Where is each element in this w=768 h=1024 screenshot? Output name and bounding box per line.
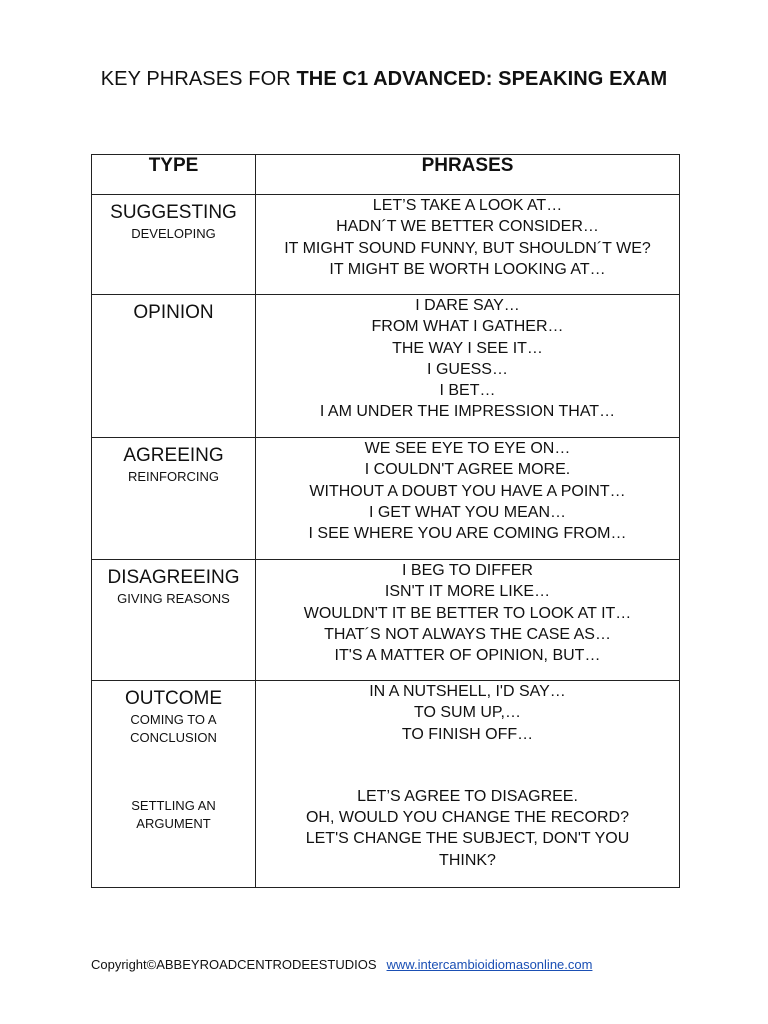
phrases-cell bbox=[256, 438, 680, 560]
phrase: IN A NUTSHELL, I'D SAY… bbox=[369, 683, 566, 700]
header-phrases: PHRASES bbox=[256, 155, 680, 195]
phrase: OH, WOULD YOU CHANGE THE RECORD? bbox=[305, 809, 629, 827]
phrase: TO SUM UP,… bbox=[414, 704, 521, 722]
phrase: I GET WHAT YOU MEAN… bbox=[368, 503, 567, 521]
footer bbox=[91, 957, 592, 972]
table-row bbox=[92, 438, 680, 560]
phrase: THAT´S NOT ALWAYS THE CASE AS… bbox=[324, 625, 611, 643]
phrase: I AM UNDER THE IMPRESSION THAT… bbox=[319, 403, 616, 421]
table-row bbox=[92, 195, 680, 295]
phrase: FROM WHAT I GATHER… bbox=[371, 318, 564, 336]
phrase: WITHOUT A DOUBT YOU HAVE A POINT… bbox=[309, 482, 626, 500]
type-cell bbox=[92, 560, 256, 681]
type-sublabel: DEVELOPING bbox=[131, 226, 216, 241]
header-type: TYPE bbox=[92, 155, 256, 195]
phrase: ISN'T IT MORE LIKE… bbox=[384, 583, 551, 601]
phrases-cell bbox=[256, 295, 680, 438]
copyright-text: Copyright©ABBEYROADCENTRODEESTUDIOS bbox=[91, 957, 377, 972]
phrase: THE WAY I SEE IT… bbox=[392, 339, 543, 357]
phrases-cell bbox=[256, 560, 680, 681]
phrases-cell bbox=[256, 681, 680, 888]
phrase: I BET… bbox=[439, 382, 496, 400]
phrase: I BEG TO DIFFER bbox=[402, 562, 533, 579]
page-title bbox=[0, 68, 768, 91]
phrase: LET’S TAKE A LOOK AT… bbox=[372, 197, 563, 214]
phrases-table bbox=[91, 154, 680, 888]
type-sublabel: COMING TO A CONCLUSION bbox=[130, 712, 217, 745]
table-row bbox=[92, 295, 680, 438]
title-bold: THE C1 ADVANCED: SPEAKING EXAM bbox=[296, 68, 668, 90]
type-label: SUGGESTING bbox=[110, 202, 237, 223]
phrase: WOULDN'T IT BE BETTER TO LOOK AT IT… bbox=[303, 604, 632, 622]
phrase: WE SEE EYE TO EYE ON… bbox=[364, 440, 571, 457]
type-cell bbox=[92, 295, 256, 438]
phrase: I DARE SAY… bbox=[415, 297, 520, 314]
type-cell bbox=[92, 681, 256, 888]
phrase: IT MIGHT SOUND FUNNY, BUT SHOULDN´T WE? bbox=[284, 239, 651, 257]
table-header-row bbox=[92, 155, 680, 195]
type-sublabel-2: SETTLING AN ARGUMENT bbox=[131, 798, 216, 831]
phrase: LET’S AGREE TO DISAGREE. bbox=[357, 787, 578, 805]
phrase: I SEE WHERE YOU ARE COMING FROM… bbox=[308, 525, 627, 543]
type-sublabel: GIVING REASONS bbox=[117, 591, 230, 606]
table-row bbox=[92, 681, 680, 888]
type-label: DISAGREEING bbox=[107, 567, 240, 588]
type-sublabel: REINFORCING bbox=[128, 469, 219, 484]
phrase: HADN´T WE BETTER CONSIDER… bbox=[336, 218, 599, 236]
type-label: OPINION bbox=[133, 302, 214, 323]
title-prefix: KEY PHRASES FOR bbox=[100, 68, 297, 90]
phrases-cell bbox=[256, 195, 680, 295]
type-label: OUTCOME bbox=[124, 688, 223, 709]
type-cell bbox=[92, 195, 256, 295]
table-row bbox=[92, 560, 680, 681]
phrase: TO FINISH OFF… bbox=[401, 725, 534, 743]
type-cell bbox=[92, 438, 256, 560]
phrase: IT'S A MATTER OF OPINION, BUT… bbox=[334, 647, 601, 665]
phrase: I GUESS… bbox=[427, 360, 508, 378]
phrase: IT MIGHT BE WORTH LOOKING AT… bbox=[329, 260, 606, 278]
phrase: LET'S CHANGE THE SUBJECT, DON'T YOU THINK? bbox=[305, 830, 630, 869]
type-label: AGREEING bbox=[123, 445, 224, 466]
website-link[interactable]: www.intercambioidiomasonline.com bbox=[386, 957, 593, 972]
phrase: I COULDN'T AGREE MORE. bbox=[364, 461, 571, 479]
